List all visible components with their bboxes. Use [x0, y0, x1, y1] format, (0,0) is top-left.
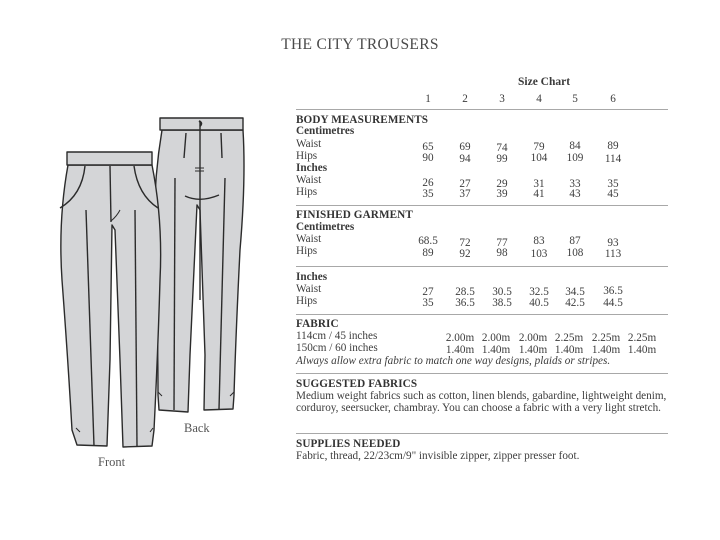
- table-row: 114cm / 45 inches 2.00m 2.00m 2.00m 2.25m 2.25m 2.25m: [296, 330, 657, 344]
- table-row: 150cm / 60 inches 1.40m 1.40m 1.40m 1.40m 1.40m 1.40m: [296, 342, 657, 356]
- size-col-1: 1: [425, 93, 431, 105]
- front-trousers-drawing: [60, 152, 161, 447]
- table-row: Waist 68.5 72 77 83 87 93: [296, 233, 619, 249]
- table-row: Waist 65 69 74 79 84 89: [296, 138, 619, 154]
- size-col-6: 6: [610, 93, 616, 105]
- divider: [296, 205, 668, 206]
- section-heading-finished-garment: FINISHED GARMENT: [296, 209, 413, 221]
- subheading-centimetres: Centimetres: [296, 221, 355, 233]
- table-row: Hips 35 36.5 38.5 40.5 42.5 44.5: [296, 295, 623, 309]
- section-heading-suggested-fabrics: SUGGESTED FABRICS: [296, 378, 418, 390]
- divider: [296, 266, 668, 267]
- table-row: Hips 89 92 98 103 108 113: [296, 245, 622, 260]
- divider: [296, 433, 668, 434]
- table-row: Hips 90 94 99 104 109 114: [296, 150, 622, 165]
- page-title: THE CITY TROUSERS: [281, 36, 439, 53]
- back-label: Back: [184, 421, 210, 435]
- subheading-centimetres: Centimetres: [296, 125, 355, 137]
- supplies-needed-text: Fabric, thread, 22/23cm/9" invisible zipper, zipper presser foot.: [296, 450, 580, 462]
- section-heading-fabric: FABRIC: [296, 318, 339, 330]
- suggested-fabrics-text: Medium weight fabrics such as cotton, linen blends, gabardine, lightweight denim, corduroy, seersucker, chambray. You can choose a fabric with a very light stretch.: [296, 390, 667, 414]
- front-label: Front: [98, 455, 126, 469]
- size-header-row: [296, 94, 668, 105]
- section-heading-body-measurements: BODY MEASUREMENTS: [296, 114, 429, 126]
- divider: [296, 314, 668, 315]
- trousers-illustration: [0, 0, 300, 540]
- table-row: Hips 35 37 39 41 43 45: [296, 186, 619, 200]
- divider: [296, 109, 668, 110]
- subheading-inches: Inches: [296, 271, 328, 283]
- subheading-inches: Inches: [296, 162, 328, 174]
- fabric-note: Always allow extra fabric to match one way designs, plaids or stripes.: [296, 355, 611, 367]
- table-row: Waist 27 28.5 30.5 32.5 34.5 36.5: [296, 283, 623, 298]
- size-col-3: 3: [499, 93, 505, 105]
- table-row: Waist 26 27 29 31 33 35: [296, 174, 619, 190]
- divider: [296, 373, 668, 374]
- size-col-2: 2: [462, 93, 468, 105]
- back-trousers-drawing: [154, 118, 244, 412]
- size-col-4: 4: [536, 93, 542, 105]
- section-heading-supplies-needed: SUPPLIES NEEDED: [296, 438, 401, 450]
- size-col-5: 5: [572, 93, 578, 105]
